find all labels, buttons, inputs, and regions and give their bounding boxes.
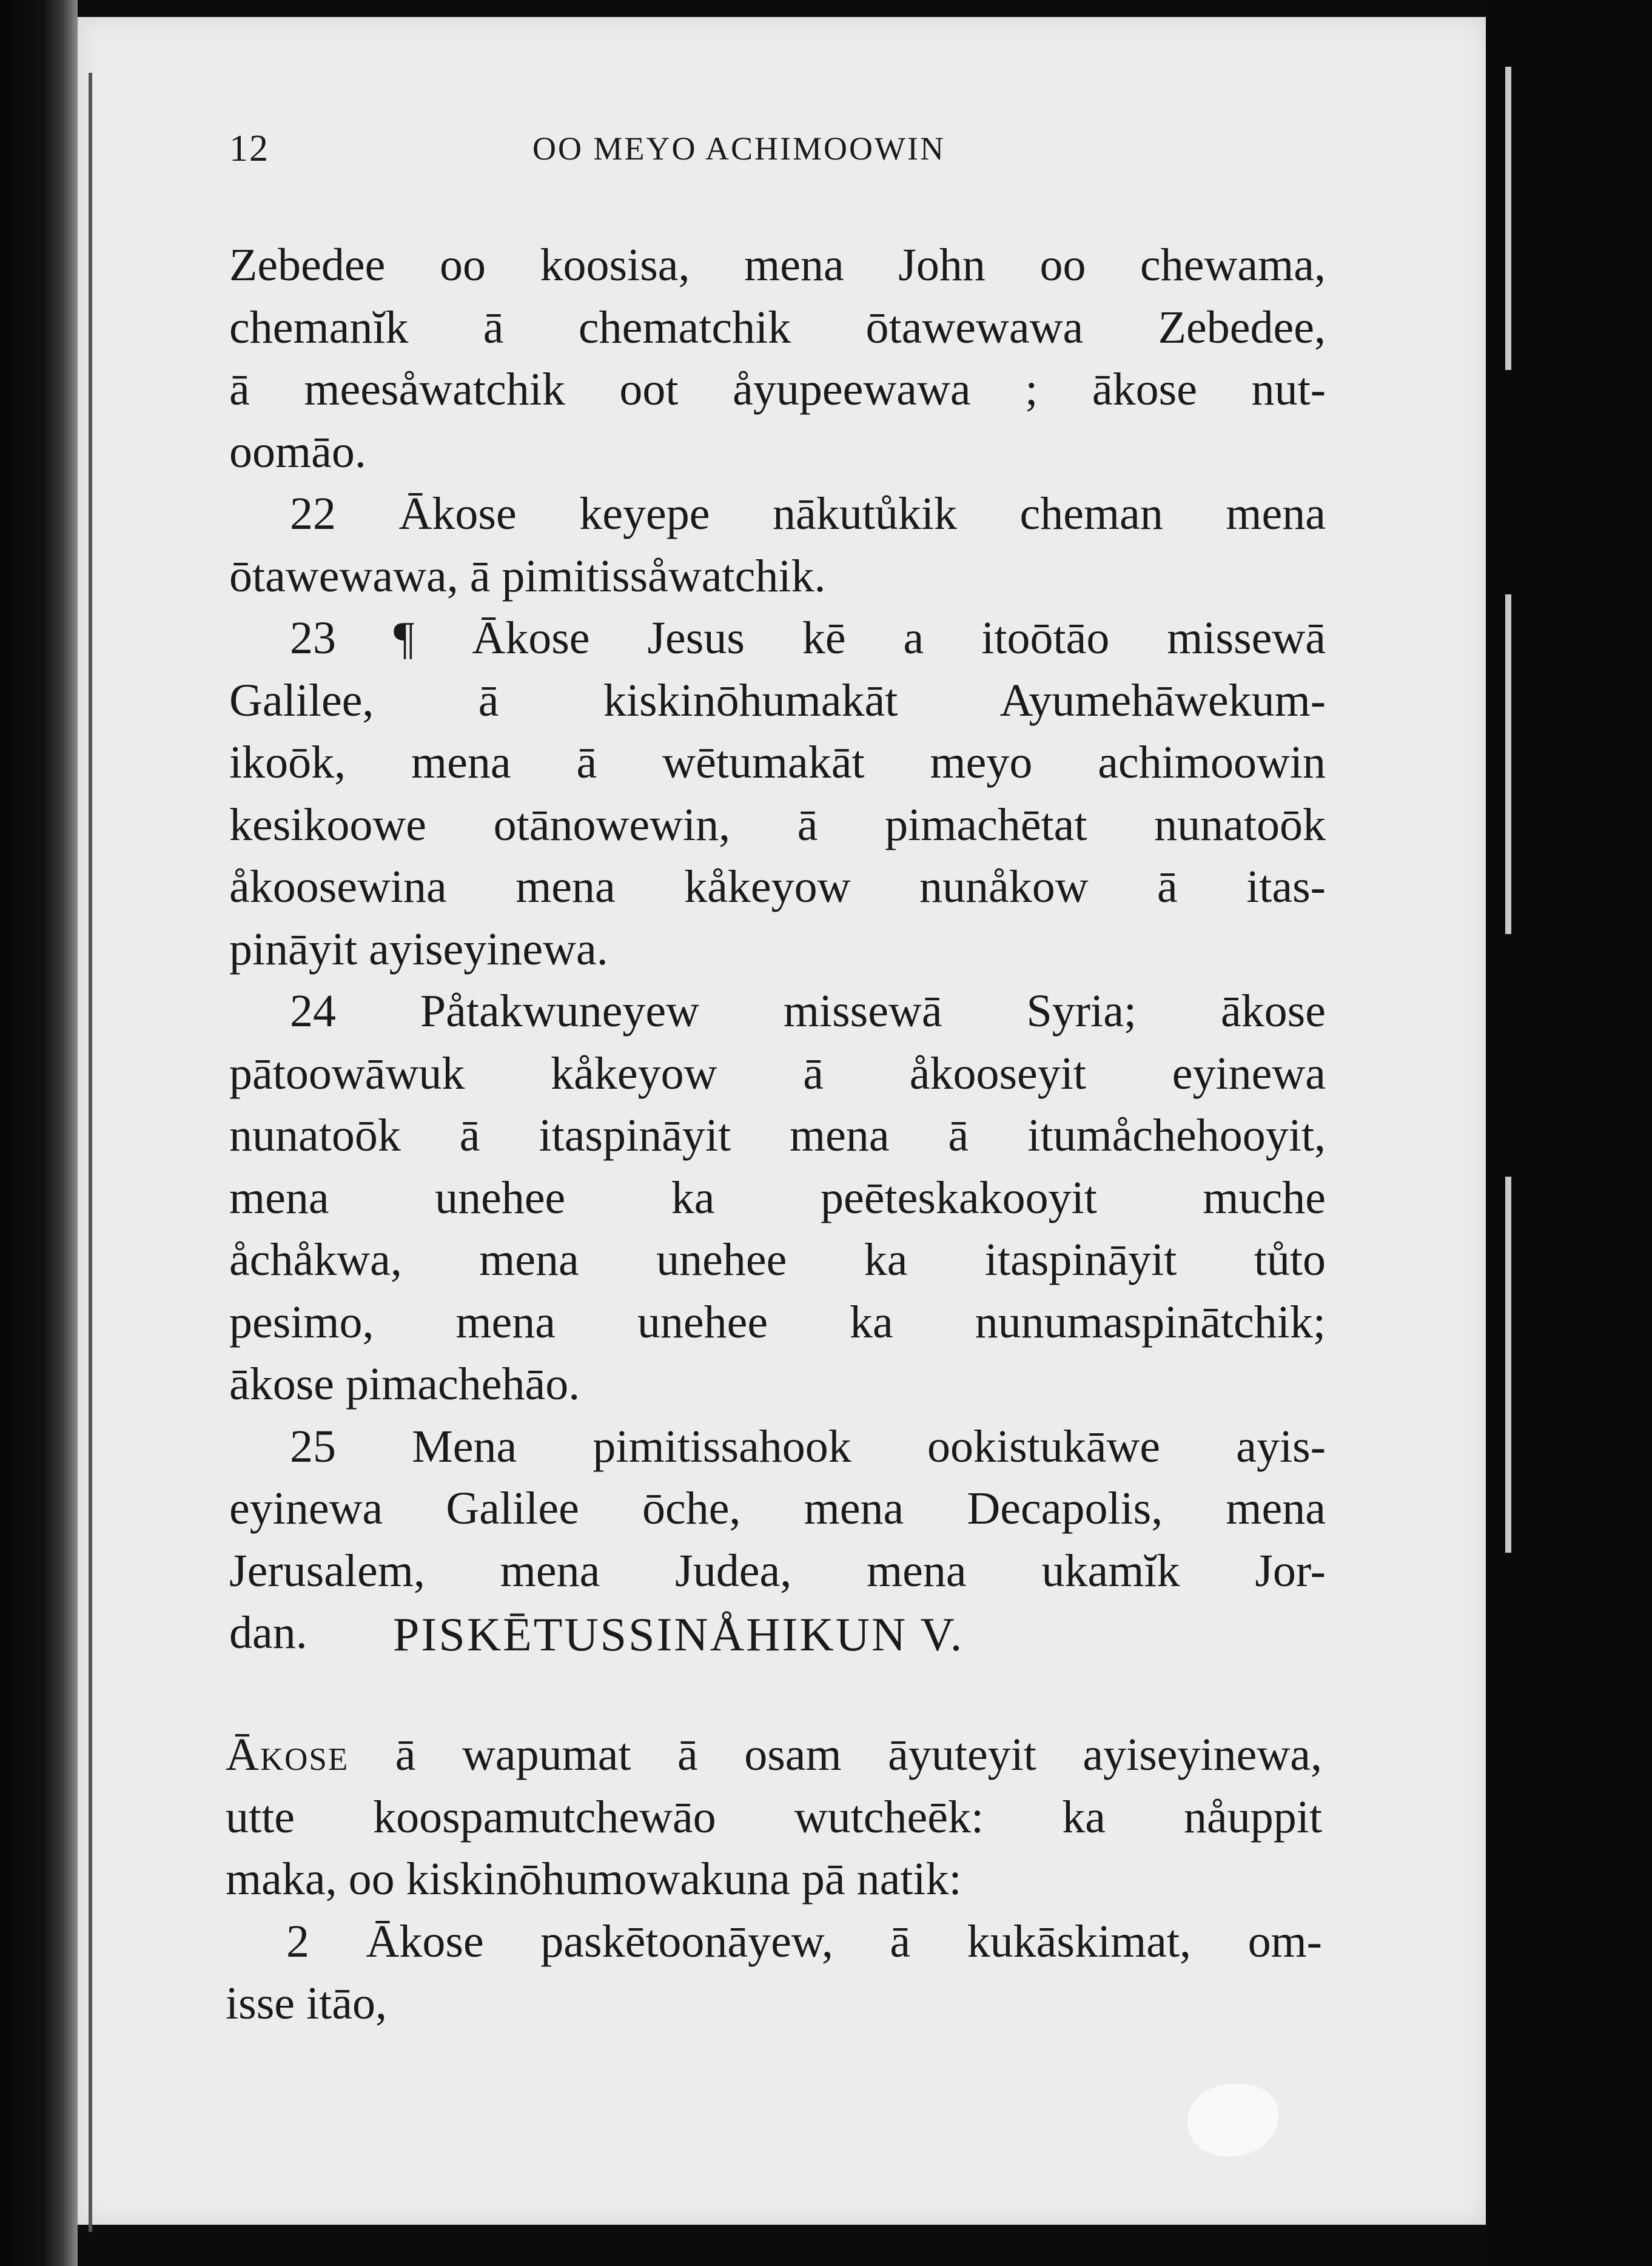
text-line: Zebedee oo koosisa, mena John oo chewama, (229, 240, 1326, 291)
text-line: åkoosewina mena kåkeyow nunåkow ā itas- (229, 861, 1326, 912)
small-caps-lead: Ākose (226, 1729, 349, 1780)
edge-mark (1505, 1177, 1511, 1553)
text-line: 25 Mena pimitissahook ookistukāwe ayis- (290, 1420, 1326, 1472)
text-line: oomāo. (229, 426, 366, 477)
line-text: isse itāo, (226, 1978, 387, 2029)
text-line: Galilee, ā kiskinōhumakāt Ayumehāwekum- (229, 674, 1326, 726)
edge-mark (1505, 67, 1511, 370)
text-line (226, 1786, 1322, 1849)
text-line: ākose pimachehāo. (229, 1359, 580, 1410)
text-line: nunatoōk ā itaspināyit mena ā itumåchehooyit, (229, 1110, 1326, 1161)
text-line: åchåkwa, mena unehee ka itaspināyit tůto (229, 1234, 1326, 1285)
gutter-line (89, 73, 92, 2232)
text-line: pināyit ayiseyinewa. (229, 923, 608, 975)
text-line: dan. (229, 1607, 307, 1658)
edge-mark (1505, 594, 1511, 934)
text-line: Jerusalem, mena Judea, mena ukamĭk Jor- (229, 1545, 1326, 1596)
running-head (229, 121, 1345, 176)
text-line: pesimo, mena unehee ka nunumaspinātchik; (229, 1296, 1326, 1348)
text-line: chemanĭk ā chematchik ōtawewawa Zebedee, (229, 301, 1326, 353)
line-text: ā wapumat ā osam āyuteyit ayiseyinewa, (349, 1729, 1322, 1780)
text-line: ikoōk, mena ā wētumakāt meyo achimoowin (229, 737, 1326, 788)
body-text (229, 234, 1326, 1664)
text-line: 22 Ākose keyepe nākutůkik cheman mena (290, 488, 1326, 539)
text-line: 23 ¶ Ākose Jesus kē a itoōtāo missewā (290, 613, 1326, 664)
text-line: eyinewa Galilee ōche, mena Decapolis, mena (229, 1483, 1326, 1534)
chapter-text (226, 1724, 1322, 2035)
text-line: ā meesåwatchik oot åyupeewawa ; ākose nut- (229, 364, 1326, 415)
running-title: OO MEYO ACHIMOOWIN (532, 130, 945, 167)
text-line (226, 1724, 1322, 1786)
binding-shadow (0, 0, 78, 2266)
line-text: utte koospamutchewāo wutcheēk: ka nåuppit (226, 1791, 1322, 1843)
text-line (226, 1911, 1322, 1973)
chapter-heading: PISKĒTUSSINÅHIKUN V. (393, 1608, 964, 1661)
text-line: mena unehee ka peēteskakooyit muche (229, 1172, 1326, 1223)
page-number: 12 (229, 128, 269, 169)
text-line: pātoowāwuk kåkeyow ā åkooseyit eyinewa (229, 1047, 1326, 1099)
text-line: kesikoowe otānowewin, ā pimachētat nunatoōk (229, 799, 1326, 850)
line-text: maka, oo kiskinōhumowakuna pā natik: (226, 1854, 962, 1905)
line-text: 2 Ākose paskētoonāyew, ā kukāskimat, om- (286, 1915, 1322, 1967)
text-line: 24 Påtakwuneyew missewā Syria; ākose (290, 986, 1326, 1037)
text-line: ōtawewawa, ā pimitissåwatchik. (229, 550, 826, 602)
text-line (226, 1848, 1322, 1911)
text-line (226, 1972, 1322, 2035)
